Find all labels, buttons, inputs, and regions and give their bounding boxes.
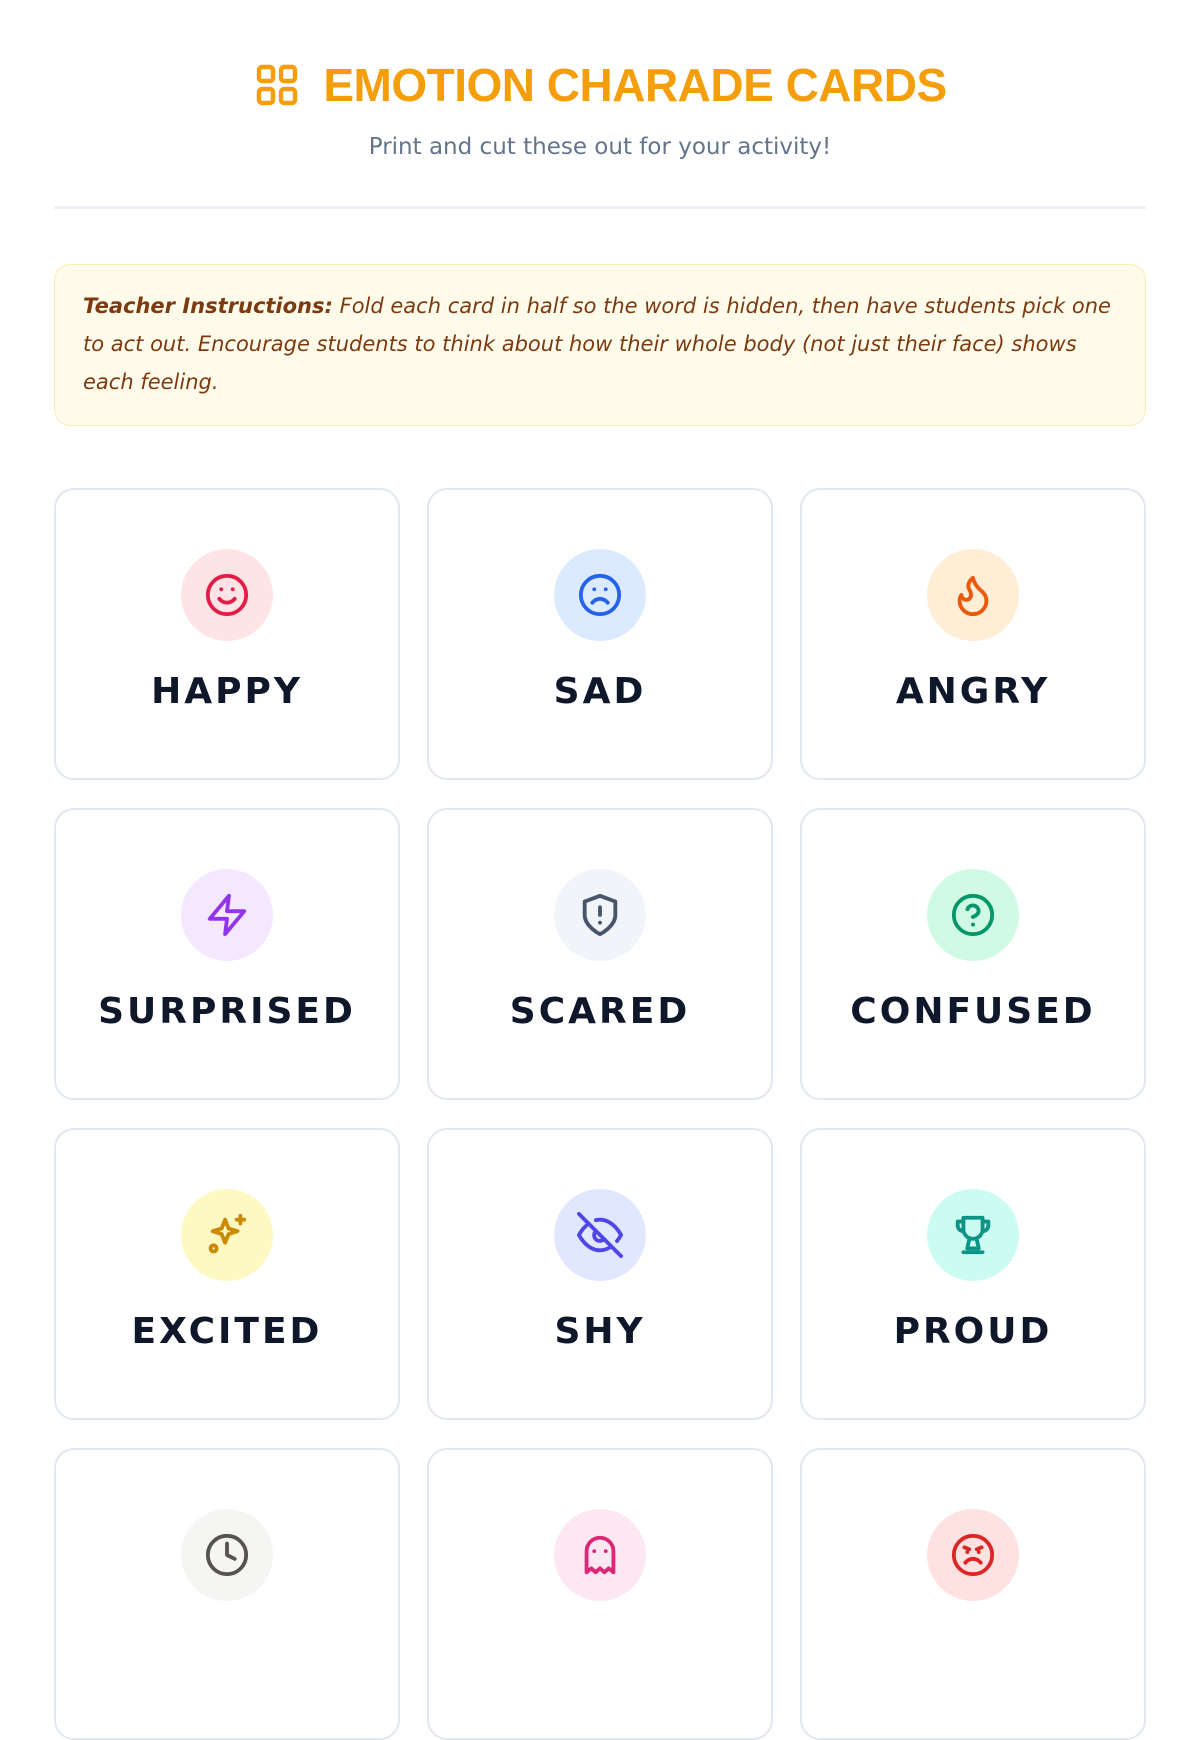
card-icon-circle [927, 1189, 1019, 1281]
zap-icon [204, 892, 250, 938]
emotion-word: EXCITED [131, 1311, 323, 1352]
instructions-text: Fold each card in half so the word is hidden, then have students pick one to act out. Encourage students to think about how their whole body (not just their face) shows each feeling. [83, 294, 1111, 394]
header-divider [54, 206, 1146, 209]
emotion-word: SCARED [509, 991, 691, 1032]
emotion-word: SURPRISED [98, 991, 356, 1032]
emotion-card[interactable] [800, 808, 1146, 1100]
emotion-card[interactable] [54, 808, 400, 1100]
card-icon-circle [181, 549, 273, 641]
page-title: EMOTION CHARADE CARDS [323, 59, 947, 111]
emotion-card[interactable] [427, 488, 773, 780]
emotion-word: CONFUSED [850, 991, 1096, 1032]
card-icon-circle [554, 1189, 646, 1281]
emotion-card[interactable] [54, 488, 400, 780]
ghost-icon [577, 1532, 623, 1578]
page-header [54, 0, 1146, 160]
trophy-icon [950, 1212, 996, 1258]
card-icon-circle [927, 1509, 1019, 1601]
flame-icon [950, 572, 996, 618]
smile-icon [204, 572, 250, 618]
card-icon-circle [554, 549, 646, 641]
emotion-card[interactable] [427, 1448, 773, 1740]
frown-icon [577, 572, 623, 618]
emotion-word: SAD [553, 671, 647, 712]
emotion-card[interactable] [427, 808, 773, 1100]
emotion-card[interactable] [800, 1128, 1146, 1420]
card-icon-circle [554, 1509, 646, 1601]
grid-icon [253, 61, 301, 109]
card-icon-circle [927, 869, 1019, 961]
clock-icon [204, 1532, 250, 1578]
emotion-word: SHY [554, 1311, 646, 1352]
card-grid [54, 488, 1146, 1740]
page-subtitle: Print and cut these out for your activity! [368, 134, 832, 160]
card-icon-circle [181, 1509, 273, 1601]
emotion-card[interactable] [800, 1448, 1146, 1740]
card-icon-circle [181, 869, 273, 961]
teacher-instructions [54, 264, 1146, 426]
title-row [54, 58, 1146, 112]
sparkles-icon [204, 1212, 250, 1258]
emotion-word: ANGRY [895, 671, 1051, 712]
emotion-word: HAPPY [151, 671, 303, 712]
angry-face-icon [950, 1532, 996, 1578]
emotion-card[interactable] [54, 1128, 400, 1420]
help-circle-icon [950, 892, 996, 938]
eye-off-icon [577, 1212, 623, 1258]
card-icon-circle [927, 549, 1019, 641]
instructions-label: Teacher Instructions: [83, 294, 333, 318]
shield-alert-icon [577, 892, 623, 938]
emotion-card[interactable] [427, 1128, 773, 1420]
emotion-card[interactable] [800, 488, 1146, 780]
emotion-word: PROUD [893, 1311, 1053, 1352]
card-icon-circle [554, 869, 646, 961]
emotion-card[interactable] [54, 1448, 400, 1740]
card-icon-circle [181, 1189, 273, 1281]
